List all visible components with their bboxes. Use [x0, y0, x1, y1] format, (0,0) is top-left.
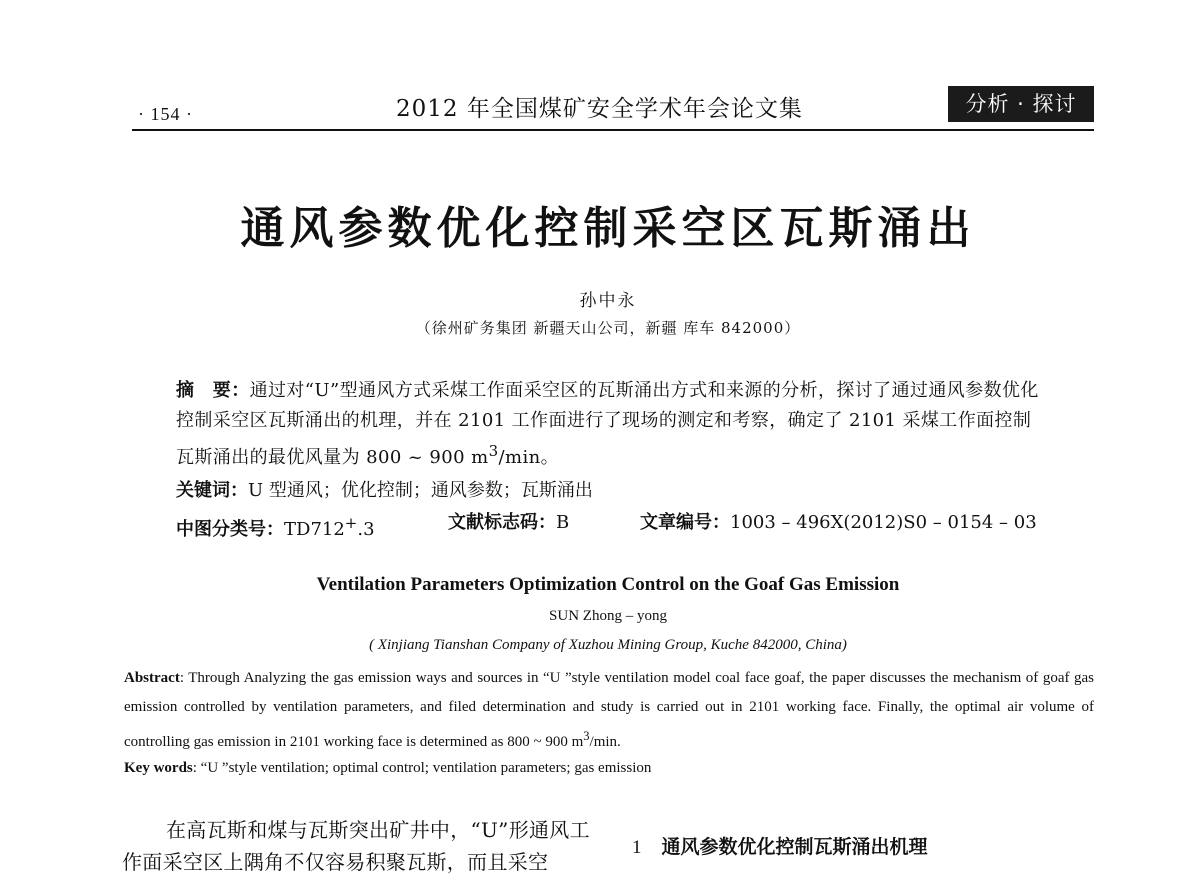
abstract-en-superscript: 3: [583, 729, 590, 743]
section-badge: 分析 · 探讨: [948, 86, 1094, 122]
page-header: [132, 82, 1094, 128]
abstract-en-tail: /min.: [589, 734, 621, 750]
abstract-cn-superscript: 3: [488, 442, 499, 460]
article-label: 文章编号：: [640, 512, 730, 533]
doc-label: 文献标志码：: [448, 512, 556, 533]
doc-value: B: [556, 512, 570, 533]
section-1-heading: [632, 832, 928, 859]
affiliation-cn: （徐州矿务集团 新疆天山公司，新疆 库车 842000）: [415, 319, 801, 337]
keywords-cn: [176, 476, 1046, 506]
section-1-title: 通风参数优化控制瓦斯涌出机理: [661, 836, 928, 858]
abstract-en-label: Abstract: [124, 670, 180, 686]
clc-tail: .3: [357, 519, 375, 540]
header-rule: [132, 129, 1094, 131]
paper-title-cn: 通风参数优化控制采空区瓦斯涌出: [240, 203, 976, 254]
abstract-cn-label: 摘 要：: [176, 380, 250, 401]
keywords-en: [124, 754, 1094, 783]
author-en: SUN Zhong – yong: [549, 608, 667, 624]
proceedings-title: 2012 年全国煤矿安全学术年会论文集: [396, 96, 803, 122]
clc-number: [176, 508, 375, 545]
abstract-cn: [176, 376, 1046, 473]
clc-label: 中图分类号：: [176, 519, 284, 540]
article-number: [640, 508, 1037, 538]
abstract-en-text: Through Analyzing the gas emission ways and sources in “U ”style ventilation model coal face goaf, the paper discusses the mechanism of goaf gas emission controlled by ventilation parameters, and filed determination and study is carried out in 2101 working face. Finally, the optimal air volume of controlling gas emission in 2101 working face is determined as 800 ~ 900 m: [124, 670, 1094, 750]
affiliation-en: ( Xinjiang Tianshan Company of Xuzhou Mining Group, Kuche 842000, China): [369, 637, 847, 653]
keywords-cn-text: U 型通风；优化控制；通风参数；瓦斯涌出: [248, 480, 593, 501]
abstract-cn-text: 通过对“U”型通风方式采煤工作面采空区的瓦斯涌出方式和来源的分析，探讨了通过通风参数优化控制采空区瓦斯涌出的机理，并在 2101 工作面进行了现场的测定和考察，确定了 2101 采煤工作面控制瓦斯涌出的最优风量为 800 ~ 900 m: [176, 380, 1039, 468]
page-number: · 154 ·: [138, 104, 193, 124]
abstract-en: [124, 664, 1094, 757]
section-1-number: 1: [632, 837, 642, 858]
paper-title-en: Ventilation Parameters Optimization Control on the Goaf Gas Emission: [316, 574, 900, 595]
clc-superscript: +: [344, 514, 358, 532]
abstract-en-separator: :: [179, 670, 189, 686]
abstract-cn-tail: /min。: [498, 447, 559, 468]
author-cn: 孙中永: [579, 291, 637, 311]
keywords-en-label: Key words: [124, 760, 193, 776]
document-code: [448, 508, 569, 538]
article-value: 1003 – 496X(2012)S0 – 0154 – 03: [730, 512, 1037, 533]
clc-value: TD712: [284, 519, 345, 540]
body-intro-paragraph: 在高瓦斯和煤与瓦斯突出矿井中，“U”形通风工作面采空区上隅角不仅容易积聚瓦斯，而且采空: [122, 818, 590, 874]
keywords-en-text: “U ”style ventilation; optimal control; ventilation parameters; gas emission: [200, 760, 652, 776]
keywords-cn-label: 关键词：: [176, 480, 248, 501]
keywords-en-separator: :: [192, 760, 201, 776]
